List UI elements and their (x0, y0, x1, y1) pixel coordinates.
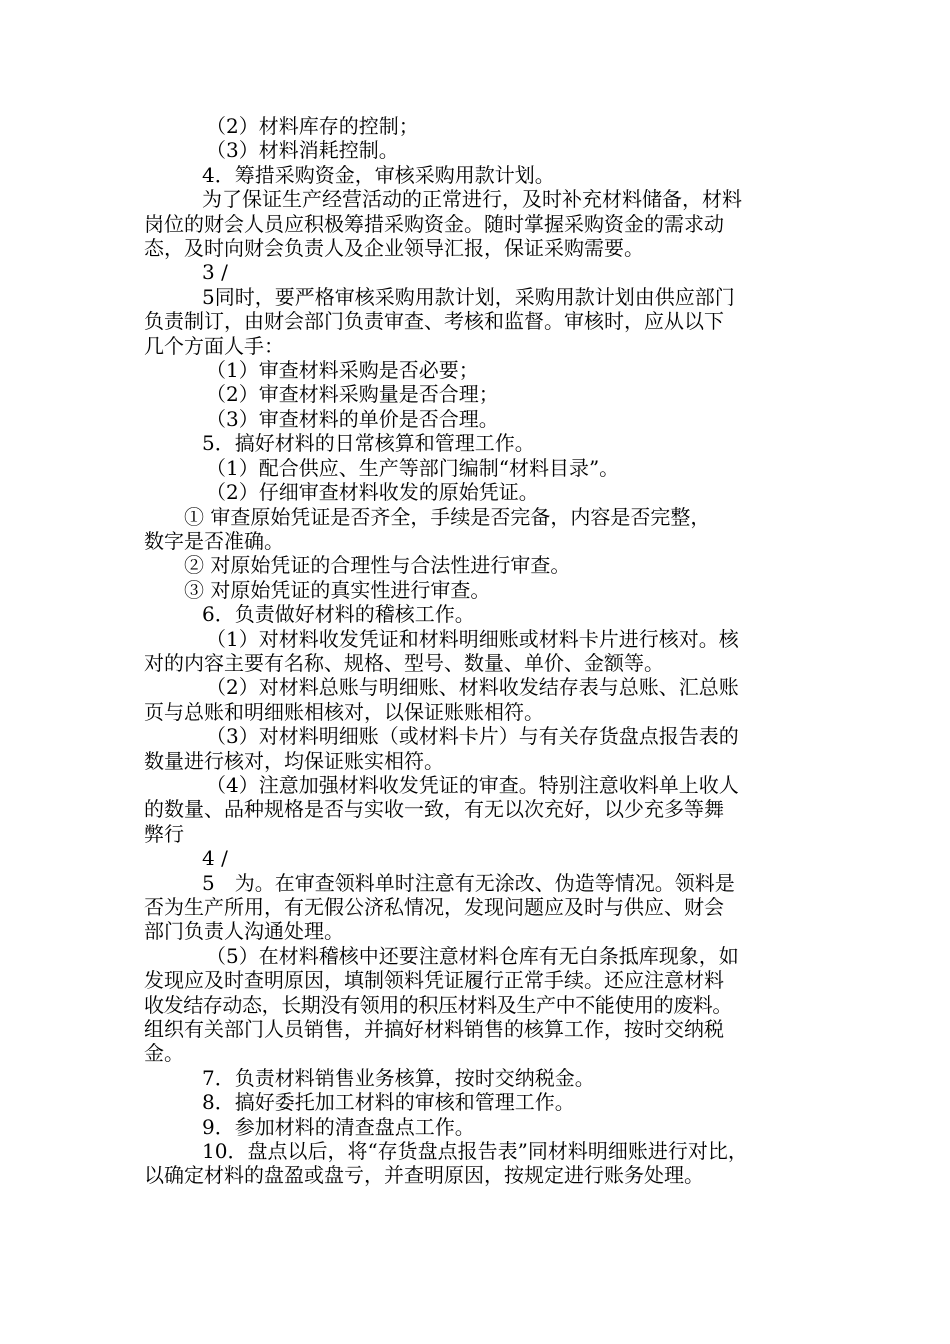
text-line: 岗位的财会人员应积极筹措采购资金。随时掌握采购资金的需求动 (144, 211, 724, 236)
text-line: 态，及时向财会负责人及企业领导汇报，保证采购需要。 (144, 236, 644, 261)
text-line: 弊行 (144, 821, 184, 846)
text-line: 的数量、品种规格是否与实收一致，有无以次充好，以少充多等舞 (144, 797, 724, 822)
text-line: （3）材料消耗控制。 (206, 138, 399, 163)
text-line: （2）审查材料采购量是否合理； (206, 382, 499, 407)
text-line: （3）审查材料的单价是否合理。 (206, 406, 499, 431)
section-heading: 7．负责材料销售业务核算，按时交纳税金。 (202, 1065, 595, 1090)
text-line: 发现应及时查明原因，填制领料凭证履行正常手续。还应注意材料 (144, 968, 724, 993)
text-line: 页与总账和明细账相核对，以保证账账相符。 (144, 699, 544, 724)
text-line: （1）对材料收发凭证和材料明细账或材料卡片进行核对。核 (206, 626, 739, 651)
text-line: 金。 (144, 1041, 184, 1066)
text-line: 否为生产所用，有无假公济私情况，发现问题应及时与供应、财会 (144, 895, 724, 919)
text-line: 为了保证生产经营活动的正常进行，及时补充材料储备，材料 (202, 187, 742, 212)
section-heading: 10．盘点以后，将“存货盘点报告表”同材料明细账进行对比， (202, 1139, 748, 1164)
text-line: （1）配合供应、生产等部门编制“材料目录”。 (206, 455, 620, 480)
text-line: 对的内容主要有名称、规格、型号、数量、单价、金额等。 (144, 650, 664, 675)
text-line: （2）对材料总账与明细账、材料收发结存表与总账、汇总账 (206, 675, 739, 700)
text-line: ① 审查原始凭证是否齐全，手续是否完备，内容是否完整， (184, 504, 711, 529)
text-line: 组织有关部门人员销售，并搞好材料销售的核算工作，按时交纳税 (144, 1017, 724, 1042)
section-heading: 4．筹措采购资金，审核采购用款计划。 (202, 162, 555, 187)
text-line: ② 对原始凭证的合理性与合法性进行审查。 (184, 553, 571, 578)
text-line: （5）在材料稽核中还要注意材料仓库有无白条抵库现象，如 (206, 943, 739, 968)
section-heading: 9．参加材料的清查盘点工作。 (202, 1114, 475, 1139)
text-line: 5同时，要严格审核采购用款计划，采购用款计划由供应部门 (202, 284, 735, 309)
text-line: 5 为。在审查领料单时注意有无涂改、伪造等情况。领料是 (202, 870, 735, 895)
text-line: 几个方面人手： (144, 333, 284, 358)
text-line: （2）材料库存的控制； (206, 114, 419, 138)
text-line: ③ 对原始凭证的真实性进行审查。 (184, 577, 491, 602)
text-line: 负责制订，由财会部门负责审查、考核和监督。审核时，应从以下 (144, 309, 724, 334)
text-line: 收发结存动态，长期没有领用的积压材料及生产中不能使用的废料。 (144, 992, 732, 1017)
text-line: （3）对材料明细账（或材料卡片）与有关存货盘点报告表的 (206, 724, 739, 749)
section-heading: 8．搞好委托加工材料的审核和管理工作。 (202, 1090, 575, 1115)
section-heading: 6．负责做好材料的稽核工作。 (202, 602, 475, 627)
page-marker: 4 / (202, 846, 228, 871)
document-body (144, 114, 824, 1188)
text-line: （1）审查材料采购是否必要； (206, 358, 479, 383)
text-line: 数量进行核对，均保证账实相符。 (144, 748, 444, 773)
text-line: （4）注意加强材料收发凭证的审查。特别注意收料单上收人 (206, 772, 739, 797)
text-line: 部门负责人沟通处理。 (144, 919, 344, 944)
text-line: （2）仔细审查材料收发的原始凭证。 (206, 480, 539, 505)
section-heading: 5．搞好材料的日常核算和管理工作。 (202, 431, 535, 456)
text-line: 以确定材料的盘盈或盘亏，并查明原因，按规定进行账务处理。 (144, 1163, 704, 1188)
text-line: 数字是否准确。 (144, 528, 284, 553)
page-marker: 3 / (202, 260, 228, 285)
